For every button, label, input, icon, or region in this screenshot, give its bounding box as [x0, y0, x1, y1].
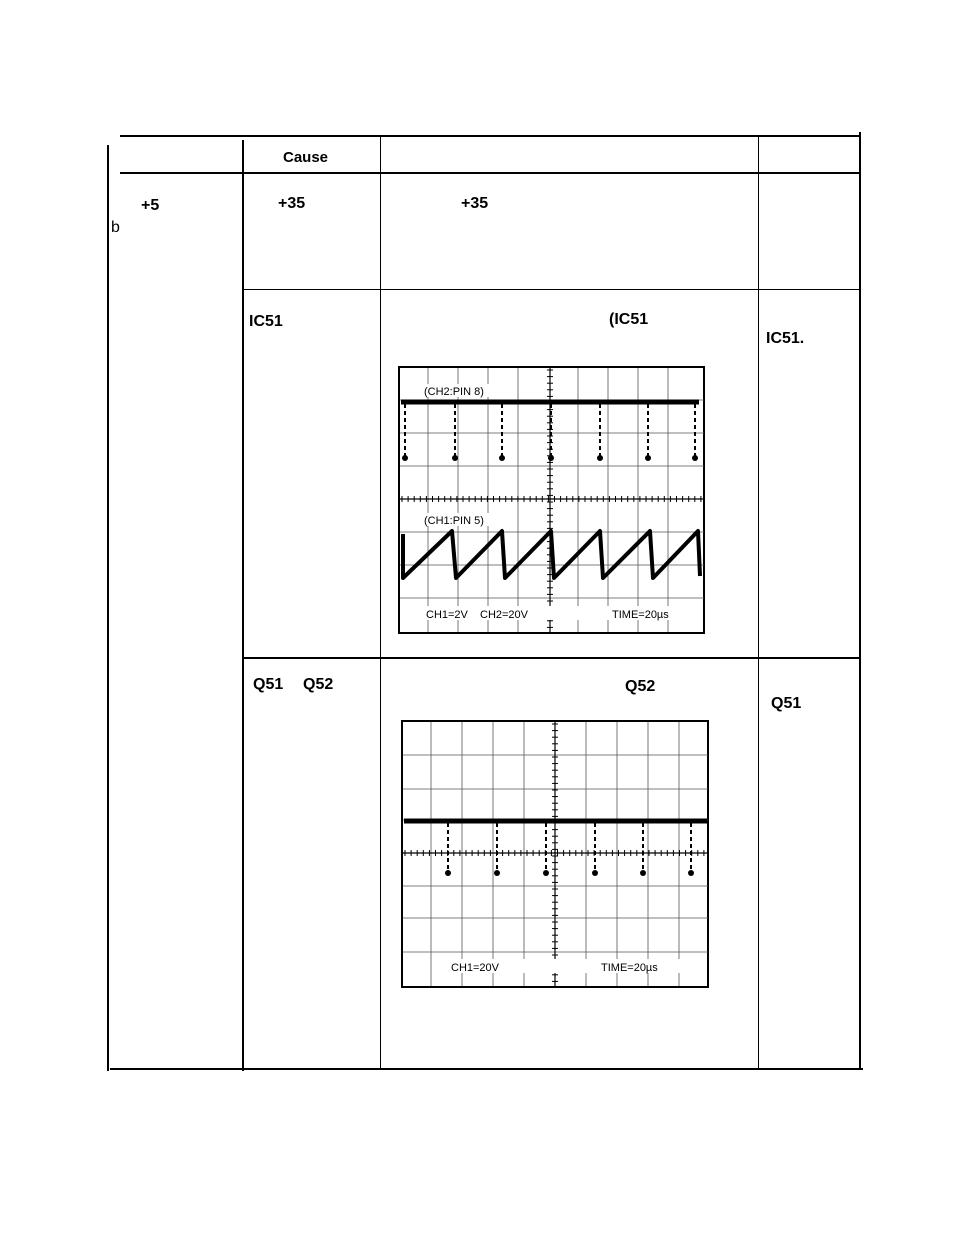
action-ic51: IC51. — [766, 330, 805, 347]
right-border — [859, 132, 861, 1070]
symptom-voltage: +5 — [141, 197, 160, 214]
ch2-pin-label: (CH2:PIN 8) — [424, 386, 484, 398]
scope2-time-setting: TIME=20µs — [601, 962, 658, 974]
remedy-q52: Q52 — [625, 678, 656, 695]
bottom-rule — [110, 1068, 863, 1070]
header-rule — [120, 172, 861, 174]
scope1-time-setting: TIME=20µs — [612, 609, 669, 621]
top-rule — [120, 135, 861, 137]
col-divider-3 — [758, 137, 759, 1070]
col-divider-1 — [242, 140, 244, 1071]
action-q51: Q51 — [771, 695, 802, 712]
row-rule-2 — [242, 657, 860, 659]
scope1-ch1-setting: CH1=2V — [426, 609, 468, 621]
cause-ic51: IC51 — [249, 313, 283, 330]
ch1-pin-label: (CH1:PIN 5) — [424, 515, 484, 527]
cause-header: Cause — [283, 149, 329, 166]
cause-q51: Q51 — [253, 676, 284, 693]
oscilloscope-trace-1 — [398, 366, 705, 634]
left-border — [107, 145, 109, 1071]
cause-voltage: +35 — [278, 195, 306, 212]
symptom-fragment: b — [111, 219, 120, 236]
cause-q52: Q52 — [303, 676, 334, 693]
scope1-ch2-setting: CH2=20V — [480, 609, 529, 621]
scope2-ch1-setting: CH1=20V — [451, 962, 500, 974]
col-divider-2 — [380, 137, 381, 1070]
row-rule-1 — [242, 289, 860, 290]
remedy-voltage: +35 — [461, 195, 489, 212]
oscilloscope-trace-2 — [401, 720, 709, 988]
remedy-ic51: (IC51 — [609, 311, 649, 328]
